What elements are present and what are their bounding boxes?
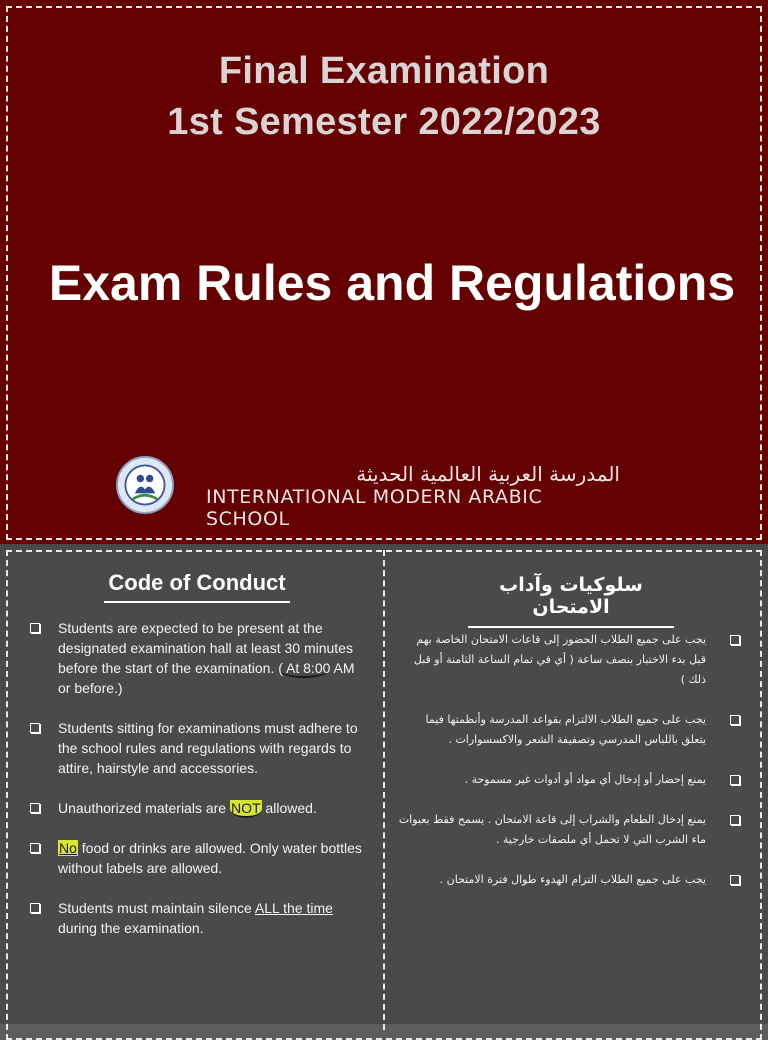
rules-section bbox=[0, 544, 768, 1024]
checkbox-bullet-icon bbox=[30, 843, 40, 853]
english-rule: No food or drinks are allowed. Only water bottles without labels are allowed. bbox=[28, 838, 368, 878]
checkbox-bullet-icon bbox=[730, 715, 740, 725]
arabic-rules-list bbox=[398, 630, 740, 910]
school-name-arabic: المدرسة العربية العالمية الحديثة bbox=[356, 462, 620, 486]
checkbox-bullet-icon bbox=[730, 775, 740, 785]
english-rule: Students must maintain silence ALL the time during the examination. bbox=[28, 898, 368, 938]
checkbox-bullet-icon bbox=[30, 903, 40, 913]
arabic-rule: يمنع إدخال الطعام والشراب إلى قاعة الامتحان . يسمح فقط بعبوات ماء الشرب التي لا تحمل أي ملصقات خارجية . bbox=[398, 810, 740, 850]
column-divider bbox=[383, 550, 385, 1030]
highlighted-word: No bbox=[59, 840, 77, 856]
underlined-phrase: ALL the time bbox=[254, 900, 333, 916]
main-title: Exam Rules and Regulations bbox=[48, 255, 736, 311]
title-line-1: Final Examination bbox=[218, 50, 550, 92]
english-rule: Unauthorized materials are NOT allowed. bbox=[28, 798, 368, 818]
arabic-rule: يجب على جميع الطلاب الحضور إلى قاعات الامتحان الخاصة بهم قبل بدء الاختبار بنصف ساعة ( أي في تمام الساعة الثامنة أو قبل ذلك ) bbox=[398, 630, 740, 690]
checkbox-bullet-icon bbox=[730, 815, 740, 825]
english-rule: Students sitting for examinations must adhere to the school rules and regulations with regards to attire, hairstyle and accessories. bbox=[28, 718, 368, 778]
school-logo-icon bbox=[116, 456, 174, 514]
arabic-rule: يجب على جميع الطلاب الالتزام بقواعد المدرسة وأنظمتها فيما يتعلق باللباس المدرسي وتصفيفة الشعر والاكسسوارات . bbox=[398, 710, 740, 750]
checkbox-bullet-icon bbox=[30, 803, 40, 813]
arabic-rule: يمنع إحضار أو إدخال أي مواد أو أدوات غير مسموحة . bbox=[398, 770, 740, 790]
checkbox-bullet-icon bbox=[730, 635, 740, 645]
english-rules-list bbox=[28, 618, 368, 958]
arabic-rule: يجب على جميع الطلاب التزام الهدوء طوال فترة الامتحان . bbox=[398, 870, 740, 890]
time-highlight: ( At 8:00 bbox=[278, 660, 331, 676]
arabic-rules-title: سلوكيات وآداب الامتحان bbox=[468, 574, 674, 628]
title-line-2: 1st Semester 2022/2023 bbox=[167, 101, 601, 143]
checkbox-bullet-icon bbox=[30, 623, 40, 633]
english-rule: Students are expected to be present at the designated examination hall at least 30 minutes before the start of the examination. ( At 8:00 AM or before.) bbox=[28, 618, 368, 698]
checkbox-bullet-icon bbox=[30, 723, 40, 733]
highlighted-word: NOT bbox=[230, 800, 261, 816]
school-name-english: INTERNATIONAL MODERN ARABIC SCHOOL bbox=[206, 486, 543, 530]
checkbox-bullet-icon bbox=[730, 875, 740, 885]
code-of-conduct-title: Code of Conduct bbox=[104, 570, 290, 603]
